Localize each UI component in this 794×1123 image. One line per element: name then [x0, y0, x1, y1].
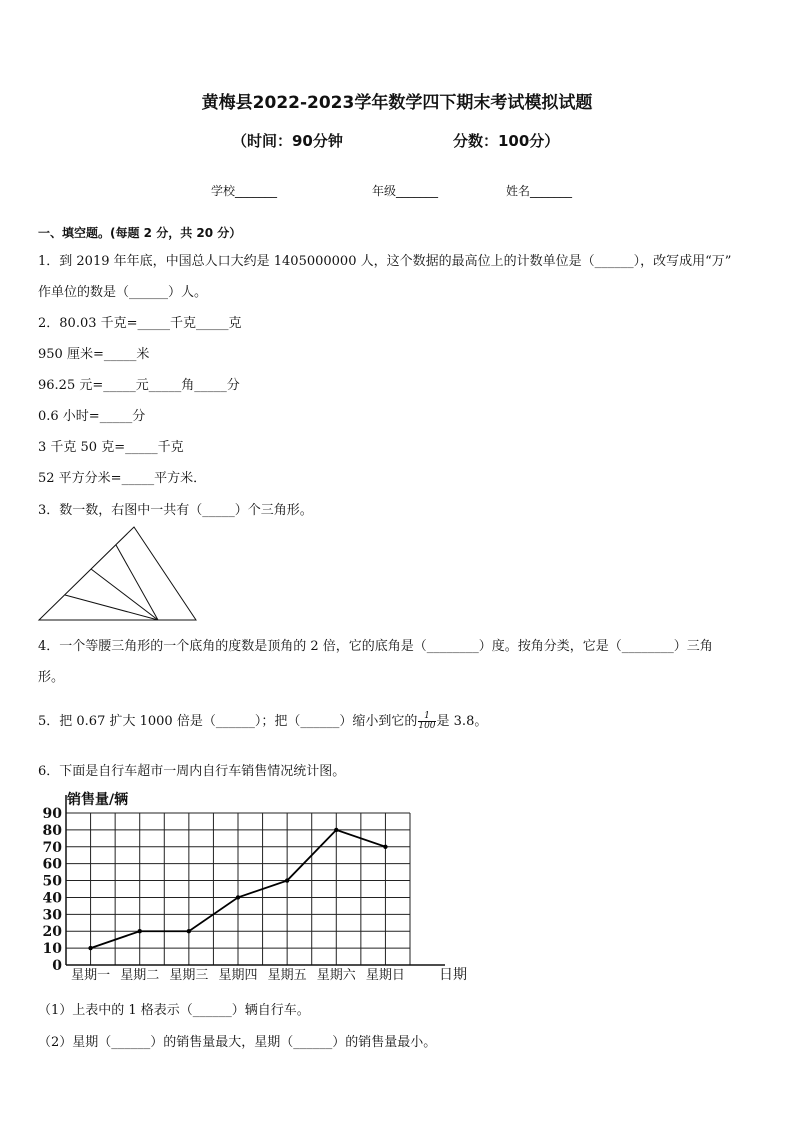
- y-tick-label: 90: [42, 806, 62, 822]
- x-tick-label: 星期三: [169, 968, 209, 983]
- question-5: [38, 710, 487, 731]
- section-title: 一、填空题。(每题 2 分，共 20 分）: [38, 226, 242, 240]
- question-1-line1: 1．到 2019 年年底，中国总人口大约是 1405000000 人，这个数据的最高位上的计数单位是（______），改写成用“万”: [38, 254, 732, 269]
- y-tick-label: 20: [42, 924, 62, 941]
- question-5-part2: 是 3.8。: [436, 714, 488, 729]
- data-point: [88, 946, 92, 950]
- question-5-part1: 5．把 0.67 扩大 1000 倍是（______）；把（______）缩小到它的: [38, 714, 418, 729]
- y-tick-label: 70: [42, 839, 62, 856]
- question-4-line2: 形。: [38, 670, 65, 685]
- y-tick-label: 50: [42, 873, 62, 890]
- question-2-line5: 3 千克 50 克=_____千克: [38, 440, 184, 455]
- data-point: [138, 929, 142, 933]
- page-title: 黄梅县2022-2023学年数学四下期末考试模拟试题: [201, 93, 593, 113]
- x-tick-label: 星期二: [120, 968, 160, 983]
- y-tick-label: 30: [42, 907, 62, 924]
- x-tick-label: 星期一: [71, 968, 111, 983]
- x-axis-label: 日期: [439, 967, 467, 983]
- fraction: [418, 712, 435, 731]
- y-tick-label: 40: [42, 890, 62, 907]
- x-tick-label: 星期六: [316, 968, 356, 983]
- question-3: 3．数一数，右图中一共有（_____）个三角形。: [38, 503, 313, 518]
- data-point: [383, 845, 387, 849]
- exam-score: 分数：100分）: [453, 132, 560, 150]
- x-tick-label: 星期五: [267, 968, 307, 983]
- question-2-line1: 2．80.03 千克=_____千克_____克: [38, 316, 242, 331]
- fraction-numerator: 1: [418, 712, 435, 722]
- exam-time: （时间：90分钟: [232, 132, 343, 150]
- question-2-line4: 0.6 小时=_____分: [38, 409, 146, 424]
- y-tick-label: 60: [42, 856, 62, 873]
- grade-field: 年级_______: [372, 184, 439, 198]
- triangle-figure: [36, 524, 200, 624]
- question-2-line3: 96.25 元=_____元_____角_____分: [38, 378, 240, 393]
- x-tick-label: 星期日: [365, 968, 405, 983]
- question-6: 6．下面是自行车超市一周内自行车销售情况统计图。: [38, 764, 346, 779]
- question-4-line1: 4．一个等腰三角形的一个底角的度数是顶角的 2 倍，它的底角是（________）度。按角分类，它是（________）三角: [38, 639, 713, 654]
- question-1-line2: 作单位的数是（______）人。: [38, 285, 208, 300]
- y-tick-label: 0: [52, 958, 62, 974]
- y-tick-label: 10: [42, 941, 62, 958]
- y-axis-label: 销售量/辆: [67, 792, 129, 808]
- name-field: 姓名_______: [506, 184, 573, 198]
- question-2-line2: 950 厘米=_____米: [38, 347, 150, 362]
- x-tick-label: 星期四: [218, 968, 258, 983]
- school-field: 学校_______: [211, 184, 278, 198]
- question-6-sub1: （1）上表中的 1 格表示（______）辆自行车。: [38, 1003, 310, 1018]
- y-tick-label: 80: [42, 822, 62, 839]
- fraction-denominator: 100: [418, 721, 436, 731]
- data-point: [334, 828, 338, 832]
- question-2-line6: 52 平方分米=_____平方米．: [38, 471, 207, 486]
- sales-line-chart: [30, 785, 480, 985]
- data-point: [187, 929, 191, 933]
- data-point: [285, 878, 289, 882]
- question-6-sub2: （2）星期（______）的销售量最大，星期（______）的销售量最小。: [38, 1035, 437, 1050]
- data-point: [236, 895, 240, 899]
